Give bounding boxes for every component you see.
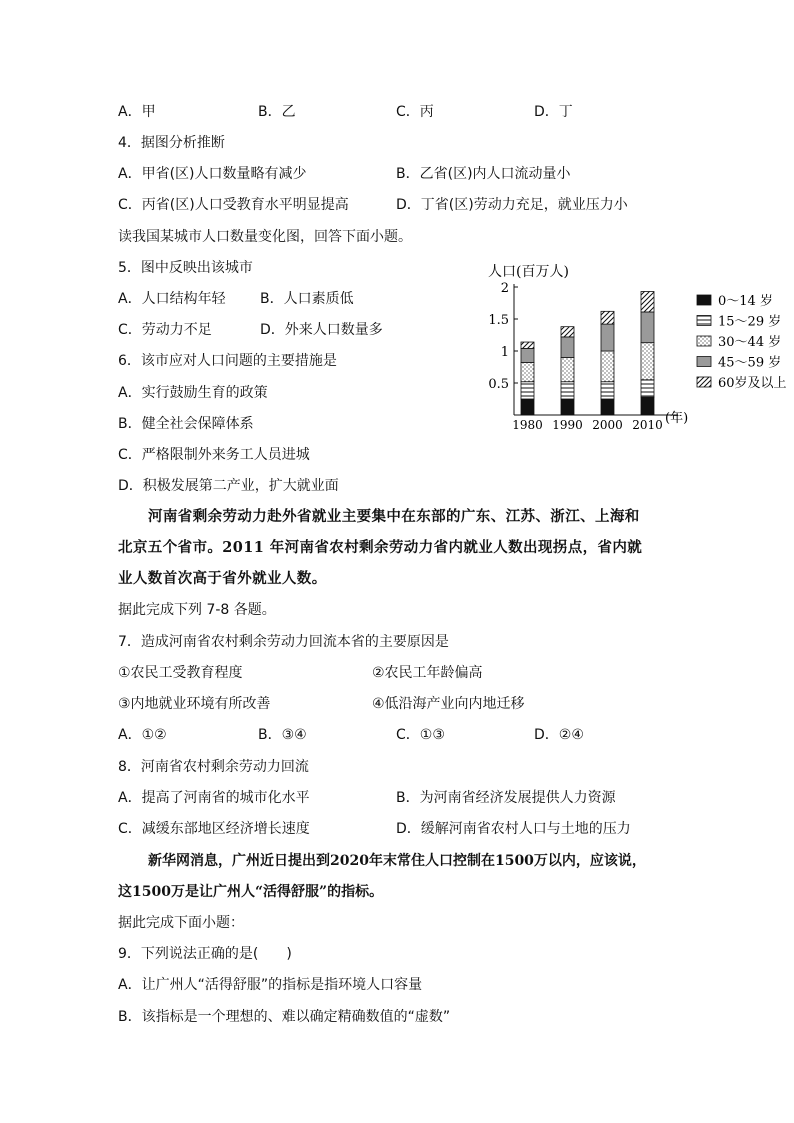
q7-option-d: D．②④ (534, 727, 584, 743)
q4-option-c: C．丙省(区)人口受教育水平明显提高 (118, 197, 349, 213)
y-tick-label: 1 (500, 345, 509, 360)
bar-segment (561, 337, 574, 357)
q8-option-c: C．减缓东部地区经济增长速度 (118, 821, 310, 837)
q5-option-c: C．劳动力不足 (118, 322, 212, 338)
passage-9-line-2: 这1500万是让广州人“活得舒服”的指标。 (118, 884, 384, 900)
q8-option-d: D．缓解河南省农村人口与土地的压力 (396, 821, 631, 837)
bar-segment (641, 291, 654, 311)
legend-swatch (697, 316, 711, 326)
q4-option-d: D．丁省(区)劳动力充足，就业压力小 (396, 197, 628, 213)
x-tick-label: 2010 (632, 418, 663, 432)
q4-stem: 4．据图分析推断 (118, 135, 225, 151)
x-tick-label: 1990 (552, 418, 583, 432)
bar-segment (641, 312, 654, 343)
bar-segment (521, 363, 534, 382)
q4-option-b: B．乙省(区)内人口流动量小 (396, 166, 571, 182)
q6-option-c: C．严格限制外来务工人员进城 (118, 447, 310, 463)
q5-option-d: D．外来人口数量多 (260, 322, 383, 338)
passage-78-line-1: 河南省剩余劳动力赴外省就业主要集中在东部的广东、江苏、浙江、上海和 (148, 508, 640, 525)
bar-segment (561, 357, 574, 381)
x-tick-label: 2000 (592, 418, 623, 432)
intro-q9: 据此完成下面小题： (118, 915, 244, 931)
q9-stem: 9．下列说法正确的是( ) (118, 946, 292, 962)
legend-label: 0～14 岁 (718, 294, 773, 309)
q9-option-a: A．让广州人“活得舒服”的指标是指环境人口容量 (118, 977, 423, 993)
q5-stem: 5．图中反映出该城市 (118, 260, 253, 276)
bar-segment (601, 351, 614, 382)
intro-q7-q8: 据此完成下列 7-8 各题。 (118, 602, 276, 618)
q7-item-1: ①农民工受教育程度 (118, 665, 243, 681)
legend-swatch (697, 336, 711, 346)
bar-segment (641, 380, 654, 397)
bar-segment (641, 343, 654, 380)
x-axis-title: (年) (665, 411, 689, 426)
x-tick-label: 1980 (512, 418, 543, 432)
q8-option-a: A．提高了河南省的城市化水平 (118, 790, 310, 806)
q8-option-b: B．为河南省经济发展提供人力资源 (396, 790, 616, 806)
legend-swatch (697, 357, 711, 367)
q7-option-c: C．①③ (396, 727, 445, 743)
q7-item-4: ④低沿海产业向内地迁移 (372, 696, 525, 712)
y-tick-label: 0.5 (488, 377, 509, 392)
population-chart (478, 258, 794, 434)
bar-segment (521, 399, 534, 415)
legend-label: 45～59 岁 (718, 355, 782, 371)
q7-option-a: A．①② (118, 727, 167, 743)
legend-label: 30～44 岁 (718, 335, 782, 350)
bar-segment (561, 382, 574, 399)
passage-78-line-2: 北京五个省市。2011 年河南省农村剩余劳动力省内就业人数出现拐点，省内就 (118, 539, 643, 556)
q6-stem: 6．该市应对人口问题的主要措施是 (118, 353, 337, 369)
q7-item-2: ②农民工年龄偏高 (372, 665, 483, 681)
legend-swatch (697, 377, 711, 387)
q5-option-a: A．人口结构年轻 (118, 291, 226, 307)
q3-option-b: B．乙 (258, 104, 296, 120)
q3-option-d: D．丁 (534, 104, 573, 120)
legend-label: 60岁及以上 (718, 376, 787, 391)
q5-option-b: B．人口素质低 (260, 291, 354, 307)
y-tick-label: 1.5 (488, 313, 509, 328)
bar-segment (601, 311, 614, 324)
bar-segment (561, 399, 574, 415)
q4-option-a: A．甲省(区)人口数量略有减少 (118, 166, 307, 182)
bar-segment (561, 327, 574, 337)
q6-option-a: A．实行鼓励生育的政策 (118, 385, 268, 401)
q7-option-b: B．③④ (258, 727, 307, 743)
q6-option-b: B．健全社会保障体系 (118, 416, 254, 432)
q6-option-d: D．积极发展第二产业，扩大就业面 (118, 478, 339, 494)
bar-segment (601, 399, 614, 415)
q9-option-b: B．该指标是一个理想的、难以确定精确数值的“虚数” (118, 1009, 451, 1025)
bar-segment (601, 382, 614, 399)
bar-segment (641, 397, 654, 415)
bar-segment (521, 342, 534, 348)
passage-9-line-1: 新华网消息，广州近日提出到2020年末常住人口控制在1500万以内，应该说， (148, 853, 646, 869)
q3-option-a: A．甲 (118, 104, 156, 120)
legend-label: 15～29 岁 (718, 314, 782, 330)
passage-78-line-3: 业人数首次高于省外就业人数。 (118, 570, 327, 587)
y-tick-label: 2 (500, 281, 509, 296)
legend-swatch (697, 295, 711, 305)
q3-option-c: C．丙 (396, 104, 434, 120)
bar-segment (521, 382, 534, 399)
q7-stem: 7．造成河南省农村剩余劳动力回流本省的主要原因是 (118, 634, 449, 650)
bar-segment (521, 348, 534, 362)
q8-stem: 8．河南省农村剩余劳动力回流 (118, 759, 309, 775)
q7-item-3: ③内地就业环境有所改善 (118, 696, 271, 712)
y-axis-title: 人口(百万人) (488, 264, 569, 280)
intro-q5-q6: 读我国某城市人口数量变化图，回答下面小题。 (118, 229, 412, 245)
bar-segment (601, 324, 614, 351)
